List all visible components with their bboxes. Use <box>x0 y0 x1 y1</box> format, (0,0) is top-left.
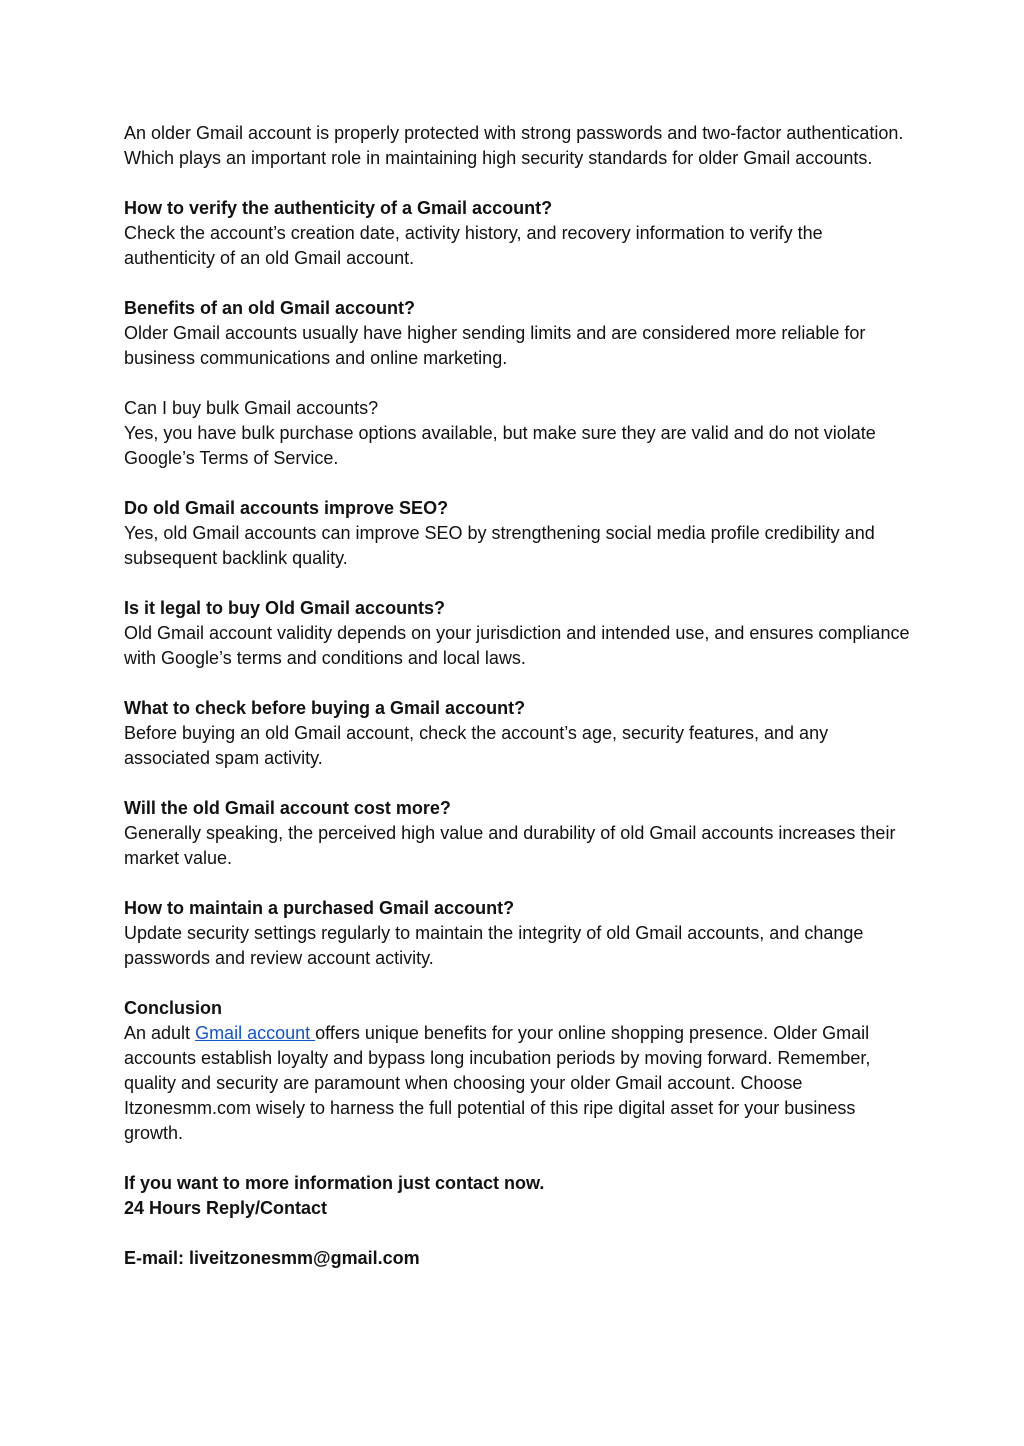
faq-question: Will the old Gmail account cost more? <box>124 798 451 818</box>
spacer <box>124 671 914 696</box>
faq-answer: Check the account’s creation date, activity history, and recovery information to verify the authenticity of an old Gmail account. <box>124 223 823 268</box>
faq-question: How to maintain a purchased Gmail account? <box>124 898 515 918</box>
spacer <box>124 471 914 496</box>
contact-email: E-mail: liveitzonesmm@gmail.com <box>124 1248 420 1268</box>
conclusion-text-after-link: offers unique benefits for your online shopping presence. Older Gmail accounts establish loyalty and bypass long incubation periods by moving forward. Remember, quality and security are paramount when choosing your older Gmail account. Choose Itzonesmm.com wisely to harness the full potential of this ripe digital asset for your business growth. <box>124 1023 871 1143</box>
spacer <box>124 1146 914 1171</box>
faq-question: Is it legal to buy Old Gmail accounts? <box>124 598 446 618</box>
faq-answer: Generally speaking, the perceived high value and durability of old Gmail accounts increases their market value. <box>124 823 896 868</box>
gmail-account-link[interactable]: Gmail account <box>195 1023 316 1043</box>
faq-answer: Yes, old Gmail accounts can improve SEO by strengthening social media profile credibility and subsequent backlink quality. <box>124 523 875 568</box>
faq-answer: Update security settings regularly to maintain the integrity of old Gmail accounts, and change passwords and review account activity. <box>124 923 864 968</box>
spacer <box>124 1221 914 1246</box>
spacer <box>124 771 914 796</box>
intro-paragraph: An older Gmail account is properly protected with strong passwords and two-factor authentication. Which plays an important role in maintaining high security standards for older Gmail accounts. <box>124 123 904 168</box>
faq-question: How to verify the authenticity of a Gmail account? <box>124 198 553 218</box>
spacer <box>124 571 914 596</box>
contact-hours: 24 Hours Reply/Contact <box>124 1198 328 1218</box>
faq-answer: Yes, you have bulk purchase options available, but make sure they are valid and do not violate Google’s Terms of Service. <box>124 423 876 468</box>
faq-question: What to check before buying a Gmail account? <box>124 698 526 718</box>
spacer <box>124 371 914 396</box>
contact-line: If you want to more information just contact now. <box>124 1173 545 1193</box>
faq-question: Benefits of an old Gmail account? <box>124 298 416 318</box>
faq-question: Do old Gmail accounts improve SEO? <box>124 498 449 518</box>
faq-answer: Older Gmail accounts usually have higher sending limits and are considered more reliable for business communications and online marketing. <box>124 323 866 368</box>
faq-answer: Before buying an old Gmail account, check the account’s age, security features, and any associated spam activity. <box>124 723 829 768</box>
spacer <box>124 971 914 996</box>
faq-answer: Old Gmail account validity depends on your jurisdiction and intended use, and ensures compliance with Google’s terms and conditions and local laws. <box>124 623 910 668</box>
faq-question: Can I buy bulk Gmail accounts? <box>124 398 379 418</box>
document-page <box>124 121 914 1271</box>
spacer <box>124 271 914 296</box>
conclusion-heading: Conclusion <box>124 998 222 1018</box>
conclusion-paragraph <box>124 1021 914 1146</box>
spacer <box>124 171 914 196</box>
conclusion-text-before-link: An adult <box>124 1023 196 1043</box>
spacer <box>124 871 914 896</box>
